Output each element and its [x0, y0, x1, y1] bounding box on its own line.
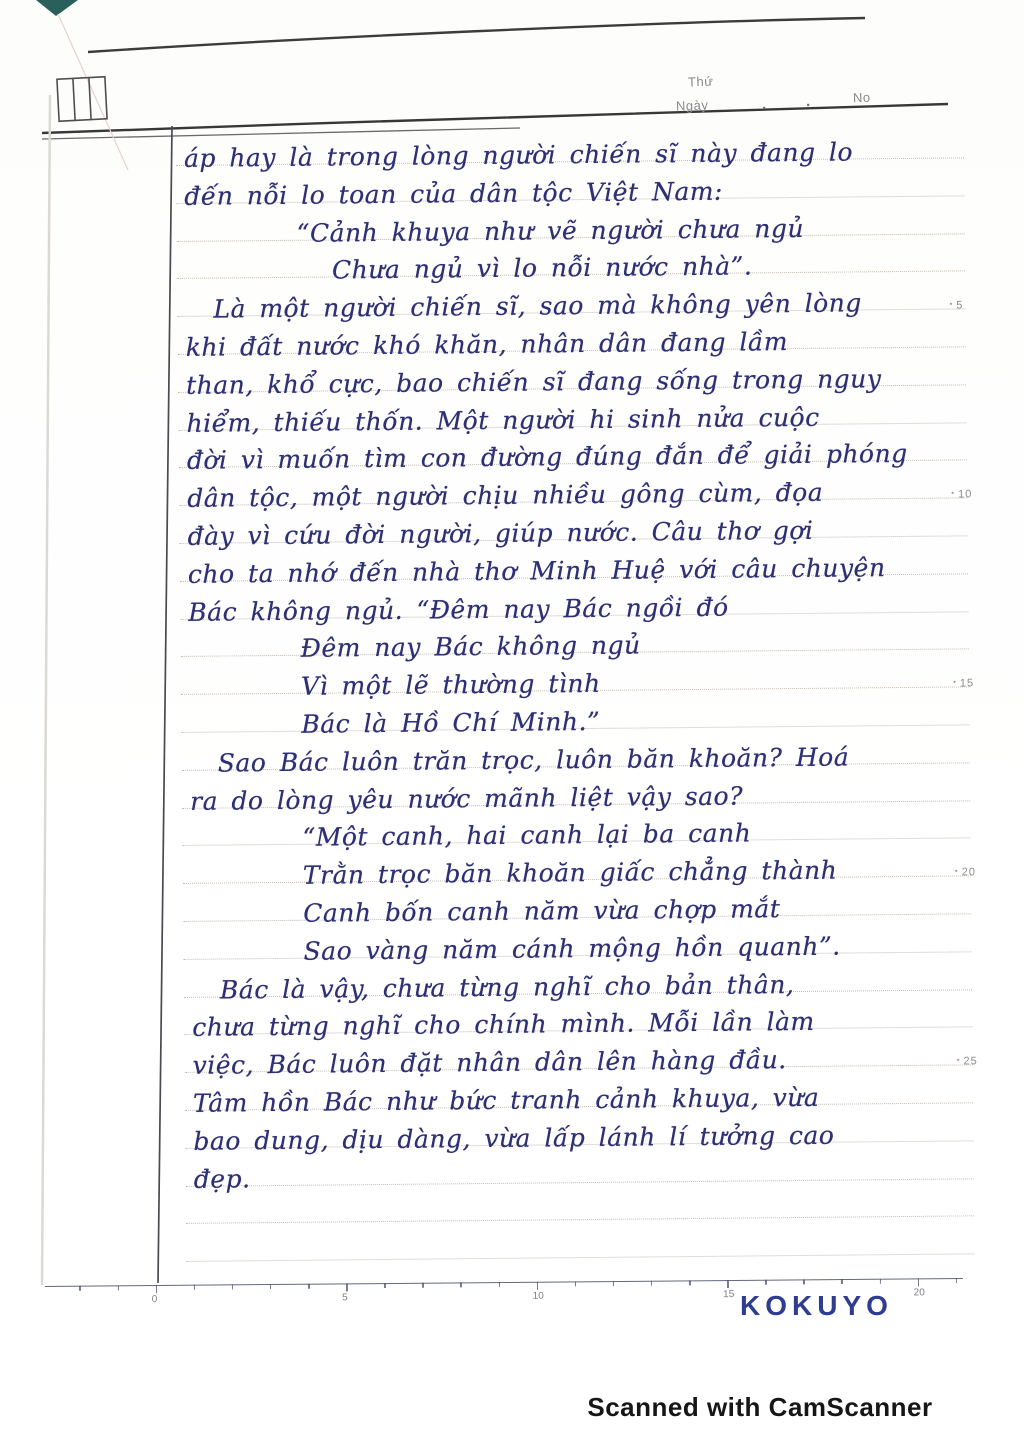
ruler-tick: [841, 1279, 843, 1284]
handwritten-line: bao dung, dịu dàng, vừa lấp lánh lí tưởng cao: [193, 1120, 835, 1156]
handwritten-line: chưa từng nghĩ cho chính mình. Mỗi lần làm: [192, 1007, 815, 1043]
ruler-tick: [232, 1284, 234, 1289]
ruler-line: [45, 1278, 963, 1287]
line-number-label: • 10: [951, 489, 972, 501]
handwritten-text: [176, 132, 986, 1198]
handwritten-line: “Cảnh khuya như vẽ người chưa ngủ: [296, 213, 805, 248]
ruler-tick: [803, 1279, 805, 1284]
ruled-line: [186, 1216, 974, 1225]
line-number-label: • 20: [955, 866, 976, 878]
ruler-tick: [498, 1282, 500, 1287]
ruler-tick: [156, 1285, 158, 1293]
header-dot: .: [761, 95, 767, 114]
header-thu-label: Thứ: [687, 73, 714, 90]
ruler-tick: [79, 1286, 81, 1291]
handwritten-line: dân tộc, một người chịu nhiều gông cùm, đọa: [187, 477, 824, 514]
line-number-label: • 25: [957, 1055, 978, 1067]
ruler-tick: [384, 1283, 386, 1288]
ruler-tick-label: 10: [532, 1290, 544, 1302]
handwritten-line: Bác là vậy, chưa từng nghĩ cho bản thân,: [219, 969, 795, 1005]
kokuyo-logo: KOKUYO: [740, 1290, 893, 1321]
ruler-tick: [765, 1280, 767, 1285]
handwritten-line: đến nỗi lo toan của dân tộc Việt Nam:: [184, 176, 724, 211]
handwritten-line: Vì một lẽ thường tình: [300, 669, 601, 701]
ruler-tick: [918, 1278, 920, 1286]
handwritten-line: đẹp.: [193, 1163, 251, 1194]
ruled-lines: [0, 0, 1022, 2]
ruler-tick: [879, 1279, 881, 1284]
header-no-label: No: [852, 89, 871, 106]
ruler-tick: [422, 1283, 424, 1288]
handwritten-line: đày vì cứu đời người, giúp nước. Câu thơ gợi: [187, 515, 814, 551]
ruler-tick: [460, 1282, 462, 1287]
handwritten-line: áp hay là trong lòng người chiến sĩ này đang lo: [183, 137, 854, 173]
ruler-tick: [651, 1281, 653, 1286]
handwritten-line: Canh bốn canh năm vừa chợp mắt: [303, 894, 781, 928]
handwritten-line: Tâm hồn Bác như bức tranh cảnh khuya, vừa: [192, 1082, 820, 1118]
handwritten-line: việc, Bác luôn đặt nhân dân lên hàng đầu.: [192, 1045, 787, 1080]
handwritten-line: hiểm, thiếu thốn. Một người hi sinh nửa cuộc: [186, 402, 820, 438]
handwritten-line: Sao vàng năm cánh mộng hồn quanh”.: [303, 931, 841, 966]
line-number-label: • 15: [953, 677, 974, 689]
handwritten-line: Bác là Hồ Chí Minh.”: [301, 706, 601, 739]
ruler-tick: [727, 1280, 729, 1288]
handwritten-line: Là một người chiến sĩ, sao mà không yên lòng: [213, 288, 862, 324]
ruler-tick: [270, 1284, 272, 1289]
ruler-tick-label: 20: [913, 1287, 925, 1299]
handwritten-line: ra do lòng yêu nước mãnh liệt vậy sao?: [190, 781, 744, 816]
ruler-tick: [689, 1280, 691, 1285]
line-number-label: • 5: [949, 300, 963, 312]
header-ngay-label: Ngày: [675, 97, 709, 114]
ruler-tick-label: 0: [151, 1294, 158, 1306]
ruler-tick: [956, 1278, 958, 1283]
ruled-line: [187, 1254, 975, 1263]
handwritten-line: Bác không ngủ. “Đêm nay Bác ngồi đó: [188, 592, 729, 627]
ruler-tick: [575, 1281, 577, 1286]
handwritten-line: Đêm nay Bác không ngủ: [300, 630, 641, 664]
ruler-tick: [194, 1285, 196, 1290]
ruler-tick: [613, 1281, 615, 1286]
handwritten-line: Chưa ngủ vì lo nỗi nước nhà”.: [331, 251, 753, 285]
camscanner-watermark: Scanned with CamScanner: [587, 1392, 933, 1422]
ruler-tick: [117, 1285, 119, 1290]
ruler-tick-label: 5: [342, 1292, 348, 1304]
handwritten-line: Trằn trọc băn khoăn giấc chẳng thành: [302, 855, 838, 890]
handwritten-line: cho ta nhớ đến nhà thơ Minh Huệ với câu chuyện: [187, 552, 886, 589]
handwritten-line: than, khổ cực, bao chiến sĩ đang sống trong nguy: [186, 363, 882, 400]
handwritten-line: Sao Bác luôn trăn trọc, luôn băn khoăn? Hoá: [217, 742, 850, 778]
handwritten-line: khi đất nước khó khăn, nhân dân đang lầm: [185, 327, 789, 362]
header-dot: .: [805, 92, 811, 111]
ruler-tick: [308, 1284, 310, 1289]
ruler-tick: [537, 1282, 539, 1290]
handwritten-line: “Một canh, hai canh lại ba canh: [302, 818, 752, 853]
ruler-tick: [346, 1283, 348, 1291]
handwritten-line: đời vì muốn tìm con đường đúng đắn để giải phóng: [186, 439, 908, 476]
ruler-tick-label: 15: [723, 1288, 735, 1301]
